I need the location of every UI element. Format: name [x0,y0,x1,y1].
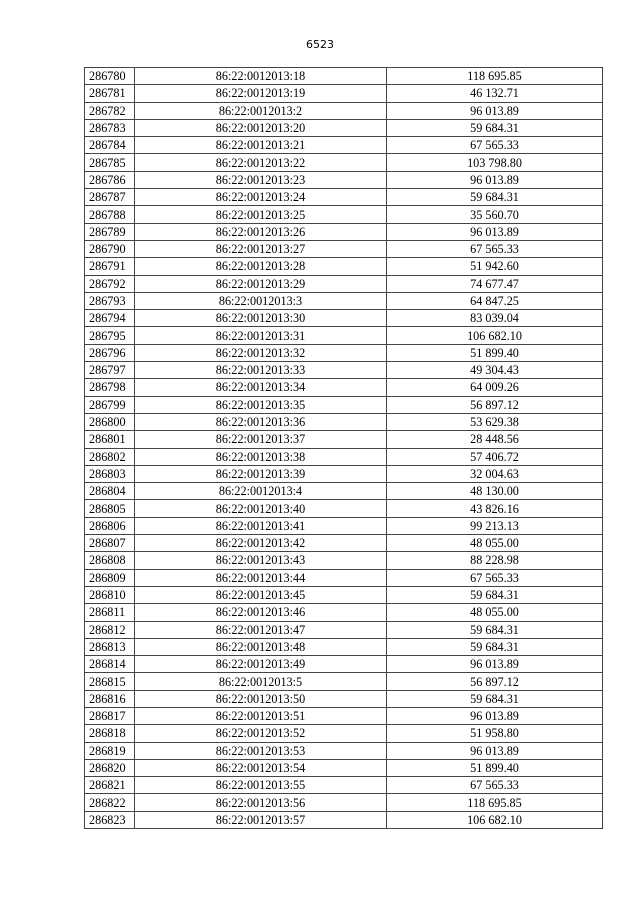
cadastral-number-cell: 86:22:0012013:19 [135,85,387,102]
cadastral-number-cell: 86:22:0012013:41 [135,517,387,534]
page-number: 6523 [306,38,334,51]
row-id-cell: 286817 [85,707,135,724]
row-id-cell: 286782 [85,102,135,119]
value-cell: 49 304.43 [387,362,603,379]
value-cell: 59 684.31 [387,621,603,638]
value-cell: 59 684.31 [387,638,603,655]
cadastral-number-cell: 86:22:0012013:53 [135,742,387,759]
cadastral-number-cell: 86:22:0012013:57 [135,811,387,828]
cadastral-number-cell: 86:22:0012013:48 [135,638,387,655]
value-cell: 51 942.60 [387,258,603,275]
row-id-cell: 286806 [85,517,135,534]
row-id-cell: 286812 [85,621,135,638]
row-id-cell: 286808 [85,552,135,569]
value-cell: 64 847.25 [387,292,603,309]
cadastral-number-cell: 86:22:0012013:56 [135,794,387,811]
row-id-cell: 286796 [85,344,135,361]
row-id-cell: 286822 [85,794,135,811]
table-row [85,604,603,621]
cadastral-number-cell: 86:22:0012013:23 [135,171,387,188]
table-row [85,344,603,361]
table-row [85,621,603,638]
data-table [84,67,603,829]
cadastral-number-cell: 86:22:0012013:20 [135,119,387,136]
row-id-cell: 286819 [85,742,135,759]
table-row [85,742,603,759]
table-row [85,725,603,742]
value-cell: 96 013.89 [387,102,603,119]
cadastral-number-cell: 86:22:0012013:52 [135,725,387,742]
row-id-cell: 286791 [85,258,135,275]
cadastral-number-cell: 86:22:0012013:36 [135,413,387,430]
table-row [85,362,603,379]
value-cell: 51 899.40 [387,344,603,361]
value-cell: 28 448.56 [387,431,603,448]
value-cell: 67 565.33 [387,240,603,257]
cadastral-number-cell: 86:22:0012013:40 [135,500,387,517]
row-id-cell: 286809 [85,569,135,586]
value-cell: 35 560.70 [387,206,603,223]
row-id-cell: 286795 [85,327,135,344]
table-row [85,448,603,465]
cadastral-number-cell: 86:22:0012013:51 [135,707,387,724]
table-row [85,794,603,811]
value-cell: 96 013.89 [387,707,603,724]
table-row [85,638,603,655]
value-cell: 67 565.33 [387,569,603,586]
cadastral-number-cell: 86:22:0012013:27 [135,240,387,257]
value-cell: 67 565.33 [387,137,603,154]
row-id-cell: 286802 [85,448,135,465]
cadastral-number-cell: 86:22:0012013:25 [135,206,387,223]
cadastral-number-cell: 86:22:0012013:38 [135,448,387,465]
table-row [85,189,603,206]
value-cell: 118 695.85 [387,794,603,811]
cadastral-number-cell: 86:22:0012013:46 [135,604,387,621]
cadastral-number-cell: 86:22:0012013:45 [135,586,387,603]
cadastral-number-cell: 86:22:0012013:49 [135,656,387,673]
row-id-cell: 286813 [85,638,135,655]
table-row [85,759,603,776]
value-cell: 118 695.85 [387,68,603,85]
table-row [85,102,603,119]
cadastral-number-cell: 86:22:0012013:37 [135,431,387,448]
row-id-cell: 286818 [85,725,135,742]
row-id-cell: 286800 [85,413,135,430]
cadastral-number-cell: 86:22:0012013:34 [135,379,387,396]
row-id-cell: 286785 [85,154,135,171]
cadastral-number-cell: 86:22:0012013:5 [135,673,387,690]
table-row [85,656,603,673]
cadastral-number-cell: 86:22:0012013:47 [135,621,387,638]
row-id-cell: 286788 [85,206,135,223]
table-row [85,154,603,171]
value-cell: 53 629.38 [387,413,603,430]
table-row [85,517,603,534]
row-id-cell: 286790 [85,240,135,257]
table-row [85,379,603,396]
row-id-cell: 286811 [85,604,135,621]
value-cell: 43 826.16 [387,500,603,517]
cadastral-number-cell: 86:22:0012013:26 [135,223,387,240]
row-id-cell: 286807 [85,535,135,552]
table-row [85,275,603,292]
value-cell: 96 013.89 [387,171,603,188]
table-row [85,552,603,569]
cadastral-number-cell: 86:22:0012013:4 [135,483,387,500]
row-id-cell: 286784 [85,137,135,154]
value-cell: 51 958.80 [387,725,603,742]
table-row [85,690,603,707]
value-cell: 96 013.89 [387,742,603,759]
cadastral-number-cell: 86:22:0012013:50 [135,690,387,707]
table-row [85,431,603,448]
table-row [85,413,603,430]
row-id-cell: 286797 [85,362,135,379]
row-id-cell: 286781 [85,85,135,102]
table-row [85,223,603,240]
cadastral-number-cell: 86:22:0012013:24 [135,189,387,206]
value-cell: 64 009.26 [387,379,603,396]
value-cell: 57 406.72 [387,448,603,465]
table-row [85,500,603,517]
value-cell: 56 897.12 [387,673,603,690]
table-row [85,465,603,482]
table-row [85,811,603,828]
cadastral-number-cell: 86:22:0012013:55 [135,777,387,794]
cadastral-number-cell: 86:22:0012013:44 [135,569,387,586]
row-id-cell: 286786 [85,171,135,188]
table-body [85,68,603,829]
table-row [85,258,603,275]
row-id-cell: 286816 [85,690,135,707]
cadastral-number-cell: 86:22:0012013:29 [135,275,387,292]
value-cell: 59 684.31 [387,119,603,136]
cadastral-number-cell: 86:22:0012013:54 [135,759,387,776]
cadastral-number-cell: 86:22:0012013:18 [135,68,387,85]
cadastral-number-cell: 86:22:0012013:43 [135,552,387,569]
table-row [85,707,603,724]
value-cell: 106 682.10 [387,811,603,828]
table-row [85,569,603,586]
row-id-cell: 286794 [85,310,135,327]
value-cell: 56 897.12 [387,396,603,413]
row-id-cell: 286793 [85,292,135,309]
cadastral-number-cell: 86:22:0012013:28 [135,258,387,275]
value-cell: 99 213.13 [387,517,603,534]
row-id-cell: 286804 [85,483,135,500]
row-id-cell: 286798 [85,379,135,396]
value-cell: 59 684.31 [387,189,603,206]
cadastral-number-cell: 86:22:0012013:42 [135,535,387,552]
row-id-cell: 286820 [85,759,135,776]
row-id-cell: 286801 [85,431,135,448]
row-id-cell: 286821 [85,777,135,794]
table-row [85,137,603,154]
table-row [85,396,603,413]
value-cell: 46 132.71 [387,85,603,102]
table-row [85,777,603,794]
value-cell: 74 677.47 [387,275,603,292]
cadastral-number-cell: 86:22:0012013:31 [135,327,387,344]
row-id-cell: 286799 [85,396,135,413]
cadastral-number-cell: 86:22:0012013:22 [135,154,387,171]
table-row [85,483,603,500]
value-cell: 83 039.04 [387,310,603,327]
row-id-cell: 286783 [85,119,135,136]
table-row [85,310,603,327]
row-id-cell: 286823 [85,811,135,828]
row-id-cell: 286815 [85,673,135,690]
cadastral-number-cell: 86:22:0012013:2 [135,102,387,119]
cadastral-number-cell: 86:22:0012013:35 [135,396,387,413]
cadastral-number-cell: 86:22:0012013:30 [135,310,387,327]
table-row [85,85,603,102]
row-id-cell: 286780 [85,68,135,85]
cadastral-number-cell: 86:22:0012013:21 [135,137,387,154]
value-cell: 51 899.40 [387,759,603,776]
row-id-cell: 286789 [85,223,135,240]
value-cell: 96 013.89 [387,223,603,240]
table-row [85,673,603,690]
table-row [85,535,603,552]
table-row [85,171,603,188]
table-row [85,68,603,85]
cadastral-number-cell: 86:22:0012013:3 [135,292,387,309]
value-cell: 59 684.31 [387,586,603,603]
row-id-cell: 286814 [85,656,135,673]
value-cell: 88 228.98 [387,552,603,569]
value-cell: 48 130.00 [387,483,603,500]
cadastral-number-cell: 86:22:0012013:33 [135,362,387,379]
table-row [85,586,603,603]
value-cell: 67 565.33 [387,777,603,794]
row-id-cell: 286787 [85,189,135,206]
table-row [85,292,603,309]
value-cell: 59 684.31 [387,690,603,707]
cadastral-number-cell: 86:22:0012013:39 [135,465,387,482]
table-row [85,327,603,344]
value-cell: 96 013.89 [387,656,603,673]
value-cell: 106 682.10 [387,327,603,344]
row-id-cell: 286810 [85,586,135,603]
cadastral-number-cell: 86:22:0012013:32 [135,344,387,361]
table-row [85,119,603,136]
row-id-cell: 286792 [85,275,135,292]
value-cell: 48 055.00 [387,535,603,552]
row-id-cell: 286803 [85,465,135,482]
row-id-cell: 286805 [85,500,135,517]
value-cell: 48 055.00 [387,604,603,621]
table-row [85,206,603,223]
value-cell: 32 004.63 [387,465,603,482]
table-row [85,240,603,257]
value-cell: 103 798.80 [387,154,603,171]
